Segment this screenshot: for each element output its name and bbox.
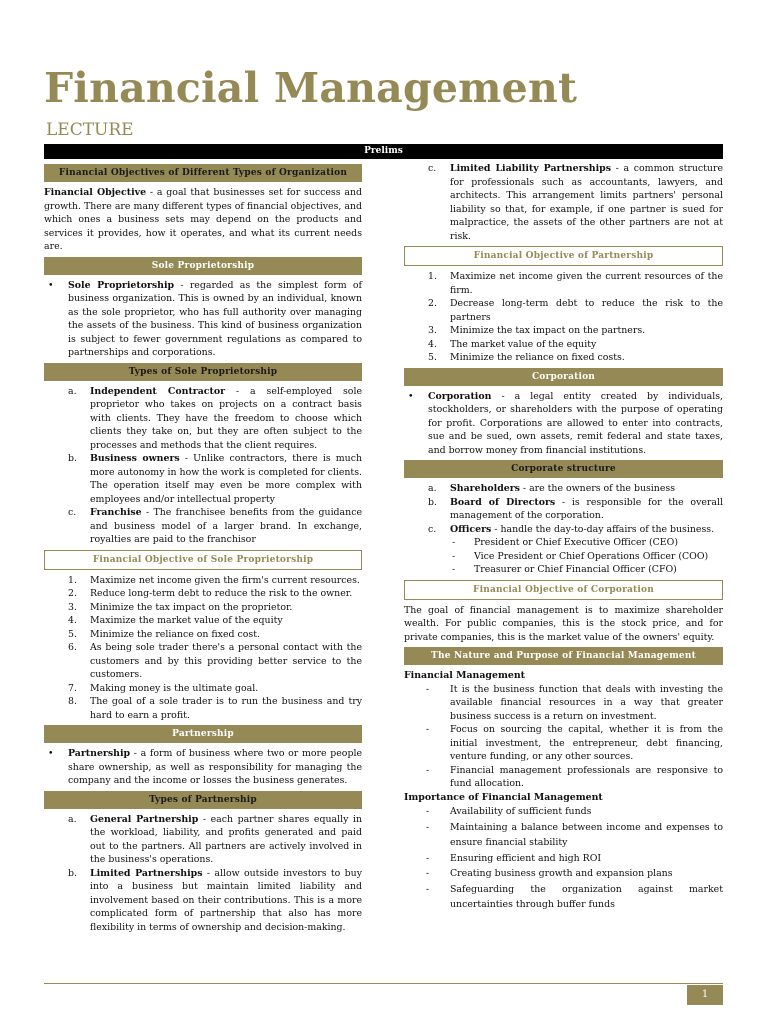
list-text: - is responsible for the overall management of the corporation. [450, 496, 723, 521]
list-text: - The franchisee benefits from the guidance and business model of a larger brand. In exchange, royalties are paid to the franchisor [90, 507, 362, 545]
partnership-definition: • Partnership - a form of business where two or more people share ownership, as well as responsibility for managing the company and the income or losses the business generates. [48, 748, 362, 786]
financial-management-subtitle: Financial Management [404, 670, 525, 681]
list-item [404, 351, 723, 365]
list-item [404, 324, 723, 338]
list-marker: 8. [68, 696, 77, 707]
list-text: Maximize the market value of the equity [90, 615, 283, 626]
list-item [44, 867, 362, 935]
document-subtitle: LECTURE [46, 120, 134, 140]
heading-corporate-structure: Corporate structure [404, 460, 723, 478]
dash-marker: - [426, 868, 430, 879]
list-term: Officers [450, 523, 492, 535]
right-column [404, 162, 723, 913]
list-text: - allow outside investors to buy into a business but maintain limited liability and involvement based on their contributions. This is a more complicated form of partnership that also has more flexibility in terms of ownership and decision-making. [90, 867, 362, 933]
section-band-prelims: Prelims [44, 144, 723, 159]
types-partnership-list [44, 813, 362, 935]
page-number: 1 [687, 985, 723, 1005]
dash-marker: - [452, 537, 456, 548]
list-item [44, 385, 362, 453]
list-text: The goal of a sole trader is to run the business and try hard to earn a profit. [90, 696, 362, 721]
list-text: - handle the day-to-day affairs of the business. [491, 523, 715, 535]
dash-marker: - [426, 883, 430, 895]
list-item [404, 482, 723, 496]
list-marker: b. [68, 453, 77, 464]
list-marker: 2. [428, 298, 437, 309]
dash-marker: - [426, 821, 430, 833]
list-item [44, 574, 362, 588]
list-text: Minimize the tax impact on the proprietor. [90, 601, 293, 613]
list-marker: 3. [428, 325, 437, 336]
list-text: - are the owners of the business [519, 483, 676, 494]
list-text: President or Chief Executive Officer (CEO) [474, 537, 678, 548]
objectives-sole-proprietorship-list [44, 574, 362, 723]
list-item [44, 641, 362, 682]
list-marker: b. [428, 496, 437, 508]
heading-financial-objectives: Financial Objectives of Different Types of Organization [44, 164, 362, 182]
heading-financial-objective-partnership: Financial Objective of Partnership [404, 246, 723, 266]
list-marker: 5. [68, 628, 77, 640]
list-item [404, 536, 723, 550]
list-text: Making money is the ultimate goal. [90, 682, 259, 694]
list-text: Minimize the reliance on fixed costs. [450, 352, 625, 363]
list-text: Maintaining a balance between income and expenses to ensure financial stability [450, 821, 723, 848]
types-sole-proprietorship-list [44, 385, 362, 547]
dash-marker: - [426, 764, 430, 776]
list-item [404, 804, 723, 820]
list-marker: 3. [68, 601, 77, 613]
objectives-partnership-list [404, 270, 723, 365]
list-item [44, 601, 362, 615]
dash-marker: - [426, 683, 430, 695]
list-item [44, 813, 362, 867]
list-text: Availability of sufficient funds [450, 806, 592, 817]
heading-types-of-sole-proprietorship: Types of Sole Proprietorship [44, 363, 362, 381]
corporate-structure-list [404, 482, 723, 536]
list-marker: 5. [428, 352, 437, 363]
list-text: It is the business function that deals with investing the available financial resources in a way that greater business success is a return on investment. [450, 683, 723, 722]
list-text: - each partner shares equally in the workload, liability, and profits generated and paid out to the partners. All partners are actively involved in the business's operations. [90, 813, 362, 865]
corporation-definition: • Corporation - a legal entity created by individuals, stockholders, or shareholders with the purpose of operating for profit. Corporations are allowed to enter into contracts, sue and be sued, own assets, remit federal and state taxes, and borrow money from financial institutions. [408, 390, 723, 456]
list-item [404, 764, 723, 791]
list-item [44, 614, 362, 628]
list-item [404, 723, 723, 764]
list-marker: c. [428, 523, 437, 535]
list-text: Treasurer or Chief Financial Officer (CFO) [474, 564, 677, 575]
list-marker: 6. [68, 642, 77, 653]
list-term: General Partnership [90, 813, 199, 825]
list-text: Safeguarding the organization against market uncertainties through buffer funds [450, 883, 723, 910]
list-text: - a self-employed sole proprietor who takes on projects on a contract basis with clients. They have the freedom to choose which clients they take on, but they are often subject to the processes and methods that the client requires. [90, 385, 362, 451]
heading-corporation: Corporation [404, 368, 723, 386]
list-item [404, 683, 723, 724]
dash-marker: - [426, 806, 430, 817]
list-item [404, 563, 723, 577]
list-marker: 4. [428, 338, 437, 350]
list-item [44, 452, 362, 506]
list-text: Focus on sourcing the capital, whether it is from the initial investment, the entrepreneur, debt financing, venture funding, or any other sources. [450, 724, 723, 762]
list-item [404, 270, 723, 297]
importance-list [404, 804, 723, 913]
document-title: Financial Management [44, 64, 578, 112]
officers-list [404, 536, 723, 577]
dash-marker: - [426, 724, 430, 735]
list-marker: 2. [68, 588, 77, 599]
list-marker: b. [68, 867, 77, 879]
list-marker: a. [68, 385, 77, 397]
list-marker: c. [68, 507, 77, 518]
list-marker: 1. [428, 271, 437, 282]
list-text: - Unlike contractors, there is much more autonomy in how the work is completed for clients. The operation itself may even be more complex with employees and/or intellectual property [90, 453, 362, 505]
dash-marker: - [426, 852, 430, 864]
list-item [404, 820, 723, 851]
list-text: Reduce long-term debt to reduce the risk to the owner. [90, 588, 353, 599]
list-text: Vice President or Chief Operations Officer (COO) [474, 550, 709, 562]
llp-definition: c. Limited Liability Partnerships - a common structure for professionals such as accountants, lawyers, and architects. This arrangement limits partners' personal liability so that, for example, if one partner is sued for malpractice, the assets of the other partners are not at risk. [428, 163, 723, 242]
heading-partnership: Partnership [44, 725, 362, 743]
list-item [404, 882, 723, 913]
list-text: Maximize net income given the current resources of the firm. [450, 271, 723, 296]
list-term: Shareholders [450, 483, 520, 494]
list-text: Decrease long-term debt to reduce the risk to the partners [450, 298, 723, 323]
heading-nature-and-purpose: The Nature and Purpose of Financial Management [404, 647, 723, 665]
list-item [404, 496, 723, 523]
list-term: Limited Partnerships [90, 867, 203, 879]
list-marker: 7. [68, 682, 77, 694]
list-text: The market value of the equity [450, 338, 597, 350]
list-item [404, 851, 723, 867]
list-item [44, 695, 362, 722]
list-term: Board of Directors [450, 496, 556, 508]
list-marker: 1. [68, 574, 77, 586]
list-marker: 4. [68, 615, 77, 626]
list-text: As being sole trader there's a personal contact with the customers and by this providing better service to the customers. [90, 642, 362, 680]
heading-sole-proprietorship: Sole Proprietorship [44, 257, 362, 275]
list-term: Business owners [90, 453, 180, 464]
list-item [44, 628, 362, 642]
heading-financial-objective-corporation: Financial Objective of Corporation [404, 580, 723, 600]
list-item [404, 338, 723, 352]
list-item [44, 587, 362, 601]
financial-objective-definition: Financial Objective - a goal that businesses set for success and growth. There are many different types of financial objectives, and which ones a business sets may depend on the products and services it provides, how it operates, and what its current needs are. [44, 187, 362, 252]
left-column [44, 162, 362, 934]
list-text: Creating business growth and expansion plans [450, 868, 673, 879]
financial-management-list [404, 683, 723, 791]
sole-proprietorship-definition: • Sole Proprietorship - regarded as the simplest form of business organization. This is owned by an individual, known as the sole proprietor, who has full authority over managing the assets of the business. This kind of business organization is subject to fewer government regulations as compared to partnerships and corporations. [48, 279, 363, 358]
list-text: Financial management professionals are responsive to fund allocation. [450, 764, 723, 789]
list-marker: a. [68, 813, 77, 825]
list-item [44, 682, 362, 696]
dash-marker: - [452, 550, 456, 562]
list-item [404, 866, 723, 882]
list-item [404, 550, 723, 564]
list-text: Ensuring efficient and high ROI [450, 852, 602, 864]
dash-marker: - [452, 564, 456, 575]
list-item [404, 523, 723, 537]
list-text: Minimize the tax impact on the partners. [450, 325, 646, 336]
list-text: Maximize net income given the firm's current resources. [90, 574, 360, 586]
heading-types-of-partnership: Types of Partnership [44, 791, 362, 809]
list-item [44, 506, 362, 547]
footer-rule [44, 983, 723, 984]
importance-subtitle: Importance of Financial Management [404, 791, 603, 803]
list-text: Minimize the reliance on fixed cost. [90, 628, 260, 640]
list-term: Franchise [90, 507, 142, 518]
list-item [404, 297, 723, 324]
corporation-goal-text: The goal of financial management is to maximize shareholder wealth. For public companies, this is the stock price, and for private companies, this is the market value of the owners' equity. [404, 604, 723, 643]
list-marker: a. [428, 483, 437, 494]
list-term: Independent Contractor [90, 385, 226, 397]
heading-financial-objective-sole-proprietorship: Financial Objective of Sole Proprietorship [44, 550, 362, 570]
